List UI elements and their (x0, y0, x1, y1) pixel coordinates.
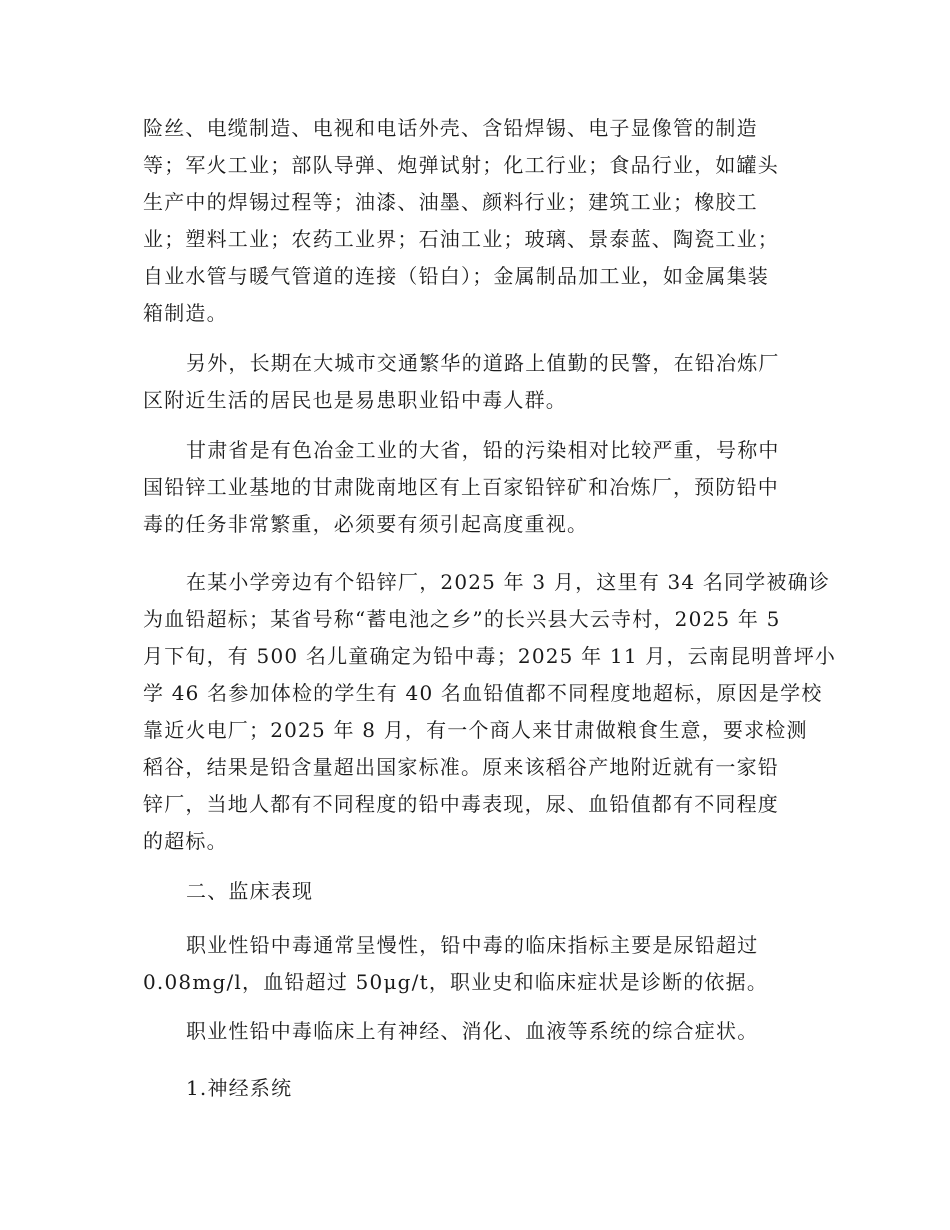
subsection-heading: 1.神经系统 (186, 1076, 293, 1100)
section-heading-clinical (143, 873, 807, 910)
text-line: 另外，长期在大城市交通繁华的道路上值勤的民警，在铅冶炼厂 (186, 351, 780, 375)
text-line: 业；塑料工业；农药工业界；石油工业；玻璃、景泰蓝、陶瓷工业； (143, 227, 779, 251)
text-line: 月下旬，有 500 名儿童确定为铅中毒；2025 年 11 月，云南昆明普坪小 (143, 644, 837, 668)
text-line: 学 46 名参加体检的学生有 40 名血铅值都不同程度地超标，原因是学校 (143, 681, 823, 705)
text-line: 险丝、电缆制造、电视和电话外壳、含铅焊锡、电子显像管的制造 (143, 116, 758, 140)
text-line: 生产中的焊锡过程等；油漆、油墨、颜料行业；建筑工业；橡胶工 (143, 190, 758, 214)
paragraph-gansu (143, 432, 807, 543)
text-line: 区附近生活的居民也是易患职业铅中毒人群。 (143, 388, 567, 412)
text-line: 国铅锌工业基地的甘肃陇南地区有上百家铅锌矿和冶炼厂，预防铅中 (143, 475, 779, 499)
text-line: 箱制造。 (143, 301, 228, 325)
text-line: 的超标。 (143, 829, 228, 853)
text-line: 靠近火电厂；2025 年 8 月，有一个商人来甘肃做粮食生意，要求检测 (143, 718, 808, 742)
text-line: 自业水管与暖气管道的连接（铅白）；金属制品加工业，如金属集装 (143, 264, 769, 288)
text-line: 职业性铅中毒通常呈慢性，铅中毒的临床指标主要是尿铅超过 (186, 933, 759, 957)
text-line: 甘肃省是有色冶金工业的大省，铅的污染相对比较严重，号称中 (186, 438, 780, 462)
text-line: 毒的任务非常繁重，必须要有须引起高度重视。 (143, 512, 589, 536)
paragraph-case-examples (143, 564, 837, 860)
text-line: 0.08mg/l，血铅超过 50μg/t，职业史和临床症状是诊断的依据。 (143, 970, 769, 994)
paragraph-high-risk-groups (143, 345, 807, 419)
text-line: 稻谷，结果是铅含量超出国家标准。原来该稻谷产地附近就有一家铅 (143, 755, 779, 779)
paragraph-symptoms (143, 1013, 807, 1050)
paragraph-industries (143, 110, 807, 332)
text-line: 等；军火工业；部队导弹、炮弹试射；化工行业；食品行业，如罐头 (143, 153, 779, 177)
subheading-nervous-system (143, 1070, 807, 1107)
text-line: 职业性铅中毒临床上有神经、消化、血液等系统的综合症状。 (186, 1019, 759, 1043)
text-line: 在某小学旁边有个铅锌厂，2025 年 3 月，这里有 34 名同学被确诊 (186, 570, 831, 594)
text-line: 锌厂，当地人都有不同程度的铅中毒表现，尿、血铅值都有不同程度 (143, 792, 779, 816)
text-line: 为血铅超标；某省号称“蓄电池之乡”的长兴县大云寺村，2025 年 5 (143, 607, 781, 631)
section-heading: 二、监床表现 (186, 879, 314, 903)
paragraph-diagnosis (143, 927, 807, 1001)
